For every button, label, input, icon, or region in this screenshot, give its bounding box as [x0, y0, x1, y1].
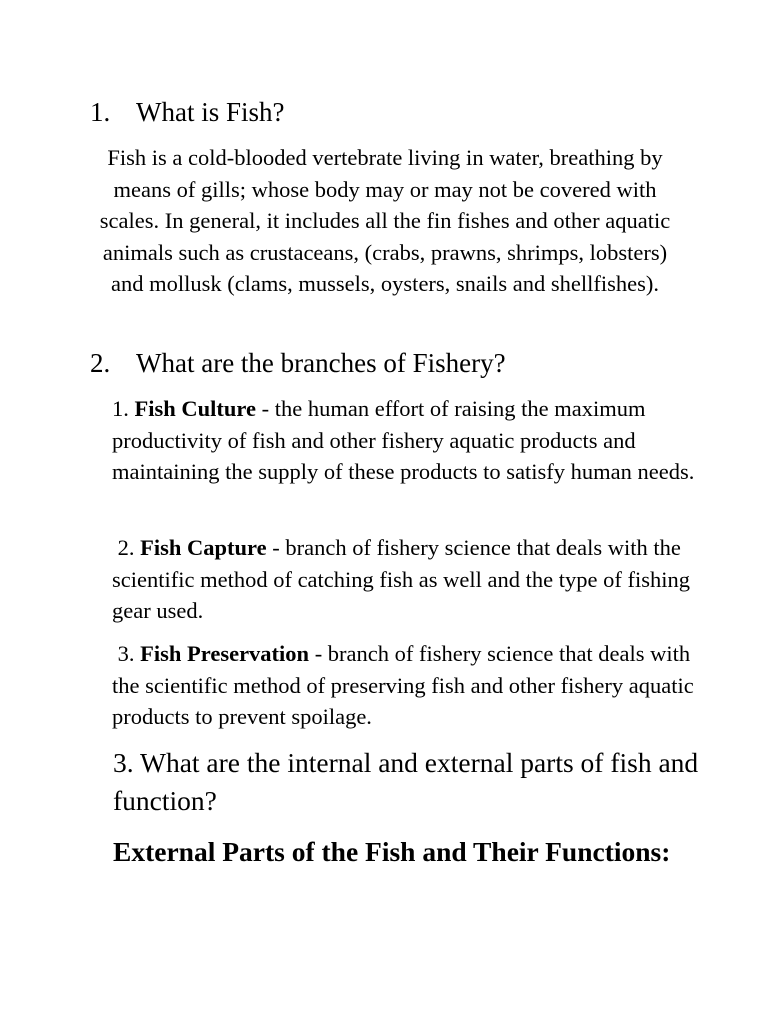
question-2-heading [90, 347, 506, 379]
branch-fish-preservation [112, 638, 712, 733]
branch-term: Fish Culture [134, 396, 256, 421]
branch-term: Fish Preservation [140, 641, 310, 666]
branch-fish-capture [112, 532, 712, 627]
question-1-number: 1. [90, 97, 111, 127]
branch-number: 1. [112, 396, 135, 421]
branch-fish-culture [112, 393, 712, 488]
question-2-text: What are the branches of Fishery? [136, 348, 506, 378]
question-1-heading [90, 96, 285, 128]
question-2-number: 2. [90, 348, 111, 378]
branch-definition: - branch of fishery science that deals with the scientific method of catching fish as well and the type of fishing gear used. [112, 535, 690, 624]
branch-number: 2. [112, 535, 141, 560]
question-3-heading: 3. What are the internal and external parts of fish and function? [113, 747, 699, 816]
branch-term: Fish Capture [140, 535, 267, 560]
question-1-answer: Fish is a cold-blooded vertebrate living in water, breathing by means of gills; whose body may or may not be covered with scales. In general, it includes all the fin fishes and other aquatic animals such as crustaceans, (crabs, prawns, shrimps, lobsters) and mollusk (clams, mussels, oysters, snails and shellfishes). [99, 145, 671, 297]
branch-number: 3. [112, 641, 141, 666]
branch-definition: - the human effort of raising the maximum productivity of fish and other fishery aquatic products and maintaining the supply of these products to satisfy human needs. [112, 396, 695, 485]
branch-definition: - branch of fishery science that deals with the scientific method of preserving fish and other fishery aquatic products to prevent spoilage. [112, 641, 694, 730]
question-1-text: What is Fish? [136, 97, 285, 127]
external-parts-section-title: External Parts of the Fish and Their Functions: [113, 836, 671, 867]
